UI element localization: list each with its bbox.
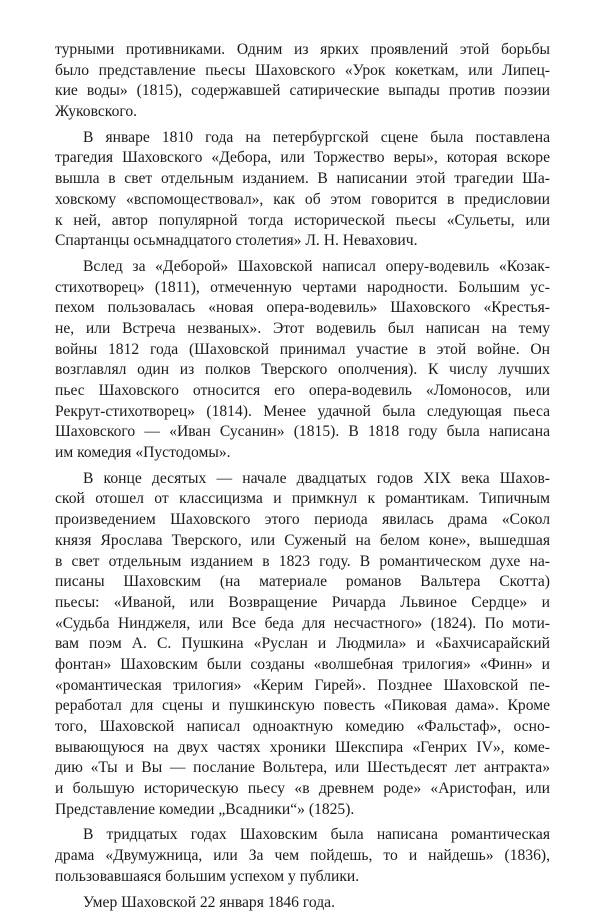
text-line: стихотворец» (1811), отмеченную чертами народности. Большим ус- (55, 278, 550, 296)
paragraph (55, 825, 550, 887)
text-line: вывающуюся на двух частях хроники Шекспира «Генрих IV», коме- (55, 738, 550, 756)
paragraph (55, 40, 550, 123)
text-line: ховскому «вспомоществовал», как об этом говорится в предисловии (55, 190, 550, 208)
text-line: и большую историческую пьесу «в древнем роде» «Аристофан, или (55, 780, 550, 798)
text-line: возглавлял один из полков Тверского ополчения). К числу лучших (55, 361, 550, 379)
text-line: Шаховского — «Иван Сусанин» (1815). В 1818 году была написана (55, 423, 550, 441)
text-line: войны 1812 года (Шаховской принимал участие в этой войне. Он (55, 340, 550, 358)
text-line: пехом пользовалась «новая опера-водевиль» Шаховского «Крестья- (55, 299, 550, 317)
text-line: Представление комедии „Всадники“» (1825). (55, 800, 355, 818)
text-line: Вслед за «Деборой» Шаховской написал оперу-водевиль «Козак- (83, 257, 550, 275)
text-line: вышла в свет отдельным изданием. В написании этой трагедии Ша- (55, 170, 550, 188)
text-line: Умер Шаховской 22 января 1846 года. (83, 893, 335, 911)
text-line: пьес Шаховского относится его опера-водевиль «Ломоносов, или (55, 382, 550, 399)
text-line: «Судьба Нинджеля, или Все беда для несчастного» (1824). По моти- (55, 614, 550, 632)
text-line: Спартанцы осьмнадцатого столетия» Л. Н. Невахович. (55, 232, 418, 250)
text-line: им комедия «Пустодомы». (55, 444, 231, 462)
text-line: было представление пьесы Шаховского «Урок кокеткам, или Липец- (55, 61, 550, 79)
text-line: князя Ярослава Тверского, или Суженый на белом коне», вышедшая (55, 531, 550, 549)
paragraph (55, 257, 550, 464)
text-line: В конце десятых — начале двадцатых годов XIX века Шахов- (83, 469, 550, 487)
text-line: не, или Встреча незваных». Этот водевиль был написан на тему (55, 319, 550, 337)
text-line: дию «Ты и Вы — послание Вольтера, или Шестьдесят лет антракта» (55, 759, 550, 777)
text-line: Жуковского. (55, 103, 138, 121)
paragraph (55, 128, 550, 252)
text-line: в свет отдельным изданием в 1823 году. В романтическом духе на- (55, 552, 550, 570)
text-line: писаны Шаховским (на материале романов Вальтера Скотта) (55, 573, 550, 591)
paragraph (55, 469, 550, 821)
text-line: пьесы: «Иваной, или Возвращение Ричарда Львиное Сердце» и (55, 593, 550, 611)
text-line: реработал для сцены и пушкинскую повесть «Пиковая дама». Кроме (55, 697, 550, 715)
paragraph (55, 893, 550, 914)
text-line: турными противниками. Одним из ярких проявлений этой борьбы (55, 41, 550, 58)
text-line: В январе 1810 года на петербургской сцене была поставлена (83, 128, 550, 146)
text-line: вам поэм А. С. Пушкина «Руслан и Людмила» и «Бахчисарайский (55, 635, 550, 653)
text-line: фонтан» Шаховским были созданы «волшебная трилогия» «Финн» и (55, 655, 550, 673)
text-line: ской отошел от классицизма и примкнул к романтикам. Типичным (55, 490, 550, 508)
text-line: трагедия Шаховского «Дебора, или Торжество веры», которая вскоре (55, 149, 550, 167)
text-line: Рекрут-стихотворец» (1814). Менее удачной была следующая пьеса (55, 402, 550, 420)
document-page (55, 40, 550, 918)
text-line: пользовавшаяся большим успехом у публики. (55, 867, 360, 885)
text-line: кие воды» (1815), содержавшей сатирические выпады против поэзии (55, 82, 550, 100)
text-line: В тридцатых годах Шаховским была написана романтическая (83, 826, 550, 844)
text-line: того, Шаховской написал одноактную комедию «Фальстаф», осно- (55, 718, 550, 735)
text-line: произведением Шаховского этого периода явилась драма «Сокол (55, 511, 550, 529)
text-line: к ней, автор популярной тогда исторической пьесы «Сульеты, или (55, 211, 550, 229)
text-line: «романтическая трилогия» «Керим Гирей». Позднее Шаховской пе- (55, 676, 550, 694)
text-line: драма «Двумужница, или За чем пойдешь, то и найдешь» (1836), (55, 847, 550, 865)
